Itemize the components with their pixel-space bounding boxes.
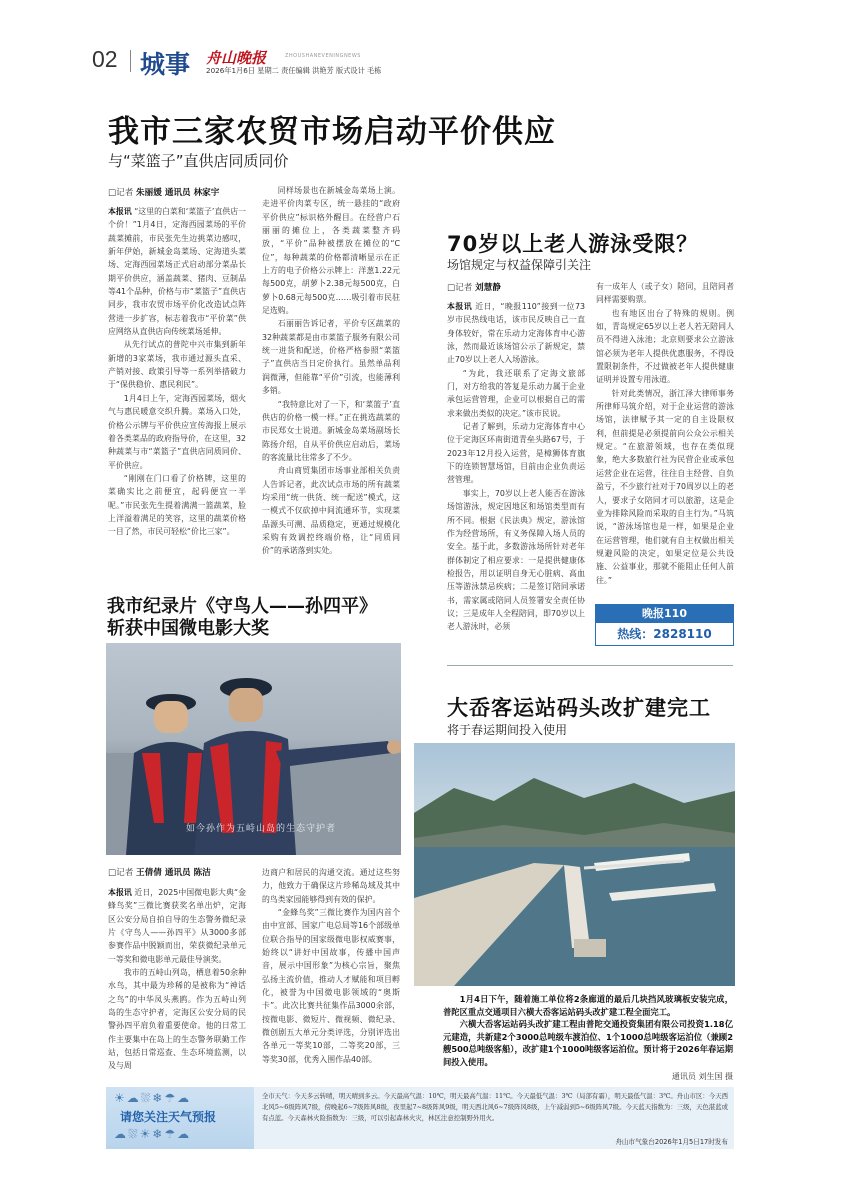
paragraph: 本报讯 近日，2025中国微电影大典“金蜂鸟奖”三微比赛获奖名单出炉，定海区公安分局自拍自导的生态警务微纪录片《守鸟人——孙四平》从3000多部参赛作品中脱颖而出，荣获微纪录单元一等奖和微电影单元最佳导演奖。 bbox=[108, 888, 246, 964]
documentary-photo bbox=[106, 643, 401, 855]
paragraph: “为此，我还联系了定海文旅部门，对方给我的答复是乐动力属于企业承包运营管理，企业可以根据自己的需求来做出类似的决定。”该市民说。 bbox=[447, 368, 585, 418]
paragraph: 石丽丽告诉记者，平价专区蔬菜的32种蔬菜都是由市菜篮子服务有限公司统一进货和配送，价格严格参照“菜篮子”直供店当日定价执行。虽然单品利润微薄，但能靠“平价”引流，也能薄利多销。 bbox=[262, 319, 400, 396]
weather-banner-text: 请您关注天气预报 bbox=[120, 1110, 217, 1124]
paragraph: 同样场景也在新城金岛菜场上演。走进平价肉菜专区，统一悬挂的“政府平价供应”标识格外醒目。在经营户石丽丽的摊位上，各类蔬菜整齐码放，“平价”品种被摆放在摊位的“C位”，每种蔬菜的价格都清晰显示在正上方的电子价格公示牌上：洋葱1.22元每500克，胡萝卜2.38元每500克，白萝卜0.68元每500克……吸引着市民驻足选购。 bbox=[262, 186, 400, 316]
section-name: 城事 bbox=[140, 50, 191, 79]
hotline-number: 热线：2828110 bbox=[617, 627, 712, 641]
article2-column-1 bbox=[447, 300, 585, 634]
article2-byline bbox=[447, 281, 501, 293]
weather-icons-row-2: ☁⛆☀❄☂☁ bbox=[114, 1127, 192, 1141]
article3-title-line1: 我市纪录片《守鸟人——孙四平》 bbox=[107, 596, 377, 617]
paragraph: 边商户和居民的沟通交流。通过这些努力，他致力于确保这片珍稀岛域及其中的鸟类家园能够得到有效的保护。 bbox=[262, 868, 400, 904]
byline-names: 朱丽媛 通讯员 林家宇 bbox=[136, 188, 220, 198]
article1-subtitle: 与“菜篮子”直供店同质同价 bbox=[108, 152, 289, 170]
byline-prefix: □记者 bbox=[108, 188, 134, 198]
article2-column-2 bbox=[596, 280, 734, 587]
section-divider bbox=[447, 665, 733, 666]
article3-byline bbox=[108, 866, 211, 878]
article3-column-1 bbox=[108, 886, 246, 1073]
paper-logo: 舟山晚报 bbox=[206, 49, 267, 67]
weather-banner bbox=[106, 1087, 254, 1149]
paragraph: 本报讯 近日，“晚报110”接到一位73岁市民热线电话，该市民反映自己一直身体较好，常在乐动力定海体育中心游泳，然而最近该场馆公示了新规定，禁止70岁以上老人入场游泳。 bbox=[447, 302, 585, 365]
paragraph: 针对此类情况，浙江泽大律师事务所律师马筑介绍，对于企业运营的游泳场馆，法律赋予其一定的自主设限权利，但前提是必须提前向公众公示相关规定。“在旅游领域，也存在类似现象，绝大多数旅行社为民营企业或承包运营企业在运营，往往自主经营、自负盈亏，不少旅行社对于70周岁以上的老人，要求子女陪同才可以旅游，这是企业为排除风险而采取的自主行为。”马筑说，“游泳场馆也是一样，如果是企业在运营管理，他们就有自主权做出相关规避风险的决定，如果定位是公共设施、公益事业，那就不能阻止任何人前往。” bbox=[596, 388, 734, 585]
article4-title: 大岙客运站码头改扩建完工 bbox=[447, 696, 711, 720]
weather-forecast-text: 全市天气：今天多云转晴，明天晴到多云。今天最高气温：10℃，明天最高气温：11℃。今天最低气温：3℃（局部有霜），明天最低气温：3℃。舟山市区：今天西北风5~6级阵风7级，傍晚起6~7级阵风8级，夜里起7~8级阵风9级，明天西北风6~7级阵风8级，上午减弱到5~6级阵风7级。今天蓝天指数为：三级，天色湛蓝或有点蓝。今天森林火险指数为：三级，可以引起森林火灾，林区注意控制野外用火。 bbox=[262, 1092, 728, 1122]
hotline-label: 晚报110 bbox=[596, 605, 733, 623]
article4-subtitle: 将于春运期间投入使用 bbox=[447, 723, 568, 737]
byline-prefix: □记者 bbox=[108, 868, 134, 878]
byline-prefix: □记者 bbox=[447, 283, 473, 293]
byline-names: 王倩倩 通讯员 陈洁 bbox=[136, 868, 211, 878]
paragraph: 舟山商贸集团市场事业部相关负责人告诉记者，此次试点市场的所有蔬菜均采用“统一供货、统一配送”模式，这一模式不仅砍掉中间流通环节，实现菜品源头可溯、品质稳定，更通过规模化采购有效调控终端价格，让“同质同价”的承诺落到实处。 bbox=[262, 466, 400, 556]
article3-title-line2: 斩获中国微电影大奖 bbox=[107, 618, 269, 639]
article1-column-2 bbox=[262, 184, 400, 558]
pier-aerial-illustration bbox=[414, 743, 735, 986]
article3-column-2 bbox=[262, 866, 400, 1066]
paragraph: 1月4日上午，定海西园菜场，烟火气与惠民暖意交织升腾。菜场入口处，价格公示牌与平价供应宣传海报上展示着各类菜品的政府指导价，在这里，32种蔬菜与市“菜篮子”直供店同质同价、平价供应。 bbox=[108, 393, 246, 470]
issue-line: 2026年1月6日 星期二 责任编辑 洪艳芳 版式设计 毛栋 bbox=[206, 66, 382, 75]
weather-icons-row-1: ☀☁⛆❄☂☁ bbox=[114, 1091, 192, 1105]
masthead bbox=[90, 42, 750, 79]
photo-credit: 通讯员 刘生国 摄 bbox=[671, 1071, 733, 1081]
article2-title: 70岁以上老人游泳受限？ bbox=[447, 232, 699, 256]
pier-photo bbox=[414, 743, 735, 986]
paragraph: “金蜂鸟奖”三微比赛作为国内首个由中宣部、国家广电总局等16个部级单位联合指导的国家级微电影权威赛事，始终以“讲好中国故事，传播中国声音，展示中国形象”为核心宗旨，聚焦弘扬主流价值，推动人才赋能和项目孵化，被誉为中国微电影领域的“奥斯卡”。此次比赛共征集作品3000余部，按微电影、微短片、微视频、微纪录、微创剧五大单元分类评选，分别评选出各单元一等奖10部，二等奖20部，三等奖30部，优秀入围作品40部。 bbox=[262, 908, 400, 1064]
article2-subtitle: 场馆规定与权益保障引关注 bbox=[447, 258, 592, 272]
paragraph: 从先行试点的普陀中兴市集到新年新增的3家菜场，我市通过源头直采、产销对接、政策引导等一系列举措破力于“保供稳价、惠民利民”。 bbox=[108, 340, 246, 390]
paragraph: 有一成年人（或子女）陪同，且陪同者同样需要购票。 bbox=[596, 282, 734, 305]
article1-byline bbox=[108, 186, 219, 198]
caption-paragraph: 1月4日下午，随着施工单位将2条廊道的最后几块挡风玻璃板安装完成，普陀区重点交通项目六横大岙客运站码头改扩建工程全面完工。 bbox=[443, 994, 733, 1017]
article1-column-1 bbox=[108, 205, 246, 539]
byline-names: 刘慧静 bbox=[475, 283, 501, 293]
caption-paragraph: 六横大岙客运站码头改扩建工程由普陀交通投资集团有限公司投资1.18亿元建造，共新建2个3000总吨级车渡泊位、1个1000总吨级客运泊位（兼顾2艘500总吨级客船），改扩建1个1000吨级客运泊位。预计将于2026年春运期间投入使用。 bbox=[443, 1019, 733, 1067]
paper-english-name: ZHOUSHANEVENINGNEWS bbox=[285, 53, 361, 59]
paragraph: 也有地区出台了特殊的规则。例如，青岛规定65岁以上老人若无陪同人员不得进入泳池；北京则要求公立游泳馆必须为老年人提供优惠服务，不得设置限制条件，不过做被老年人提供健康证明并设置专用泳道。 bbox=[596, 308, 734, 385]
weather-issuer: 舟山市气象台2026年1月5日17时发布 bbox=[615, 1138, 728, 1146]
paragraph: “我特意比对了一下，和‘菜篮子’直供店的价格一模一样。”正在挑选蔬菜的市民郑女士说道。新城金岛菜场副场长陈扬介绍，自从平价供应启动后，菜场的客流量比往常多了不少。 bbox=[262, 399, 400, 462]
paragraph: 记者了解到，乐动力定海体育中心位于定海区环南街道青垒头路67号，于2023年12月投入运营，是樟狮体育旗下的连锁智慧场馆，目前由企业负责运营管理。 bbox=[447, 422, 585, 485]
hotline-box bbox=[595, 604, 734, 646]
page-number: 02 bbox=[92, 46, 118, 72]
photo-caption: 如今孙作为五峙山岛的生态守护者 bbox=[186, 824, 337, 834]
paragraph: 本报讯 “这里的白菜和‘菜篮子’直供店一个价！”1月4日，定海西园菜场的平价蔬菜摊前，市民张先生边挑菜边感叹，新年伊始，新城金岛菜场、定海道头菜场、定海西园菜场正式启动部分菜品长期平价供应，涵盖蔬菜、猪肉、豆制品等41个品种，价格与市“菜篮子”直供店同步，我市农贸市场平价化改造试点阵营进一步扩容，标志着我市“平价菜”供应网络从直供店向传统菜场延伸。 bbox=[108, 207, 246, 337]
paragraph: “刚刚在门口看了价格牌，这里的菜确实比之前便宜，起码便宜一半呢。”市民张先生提着满满一篮蔬菜，脸上洋溢着满足的笑容，这里的蔬菜价格一目了然，市民可轻松“价比三家”。 bbox=[108, 473, 246, 537]
paragraph: 我市的五峙山列岛，栖息着50余种水鸟，其中最为珍稀的是被称为“神话之鸟”的中华凤头燕鸥。作为五峙山列岛的生态守护者，定海区公安分局的民警孙四平肩负着重要使命。他的日常工作主要集中在岛上的生态警务联勤工作站，包括日常巡查、生态环境监测，以及与周 bbox=[108, 968, 246, 1071]
weather-bar bbox=[106, 1087, 734, 1149]
masthead-divider bbox=[130, 50, 131, 72]
paragraph: 事实上，70岁以上老人能否在游泳场馆游泳，规定因地区和场馆类型而有所不同。根据《民法典》规定，游泳馆作为经营场所，有义务保障入场人员的安全。基于此，多数游泳场所针对老年群体制定了相应要求：一是提供健康体检报告，用以证明自身无心脏病、高血压等游泳禁忌疾病；二是签订陪同承诺书，需家属或陪同人员签署安全责任协议；三是成年人全程陪同，即70岁以上老人游泳时，必须 bbox=[447, 488, 585, 632]
pier-caption bbox=[443, 993, 733, 1082]
article1-title: 我市三家农贸市场启动平价供应 bbox=[108, 114, 556, 150]
